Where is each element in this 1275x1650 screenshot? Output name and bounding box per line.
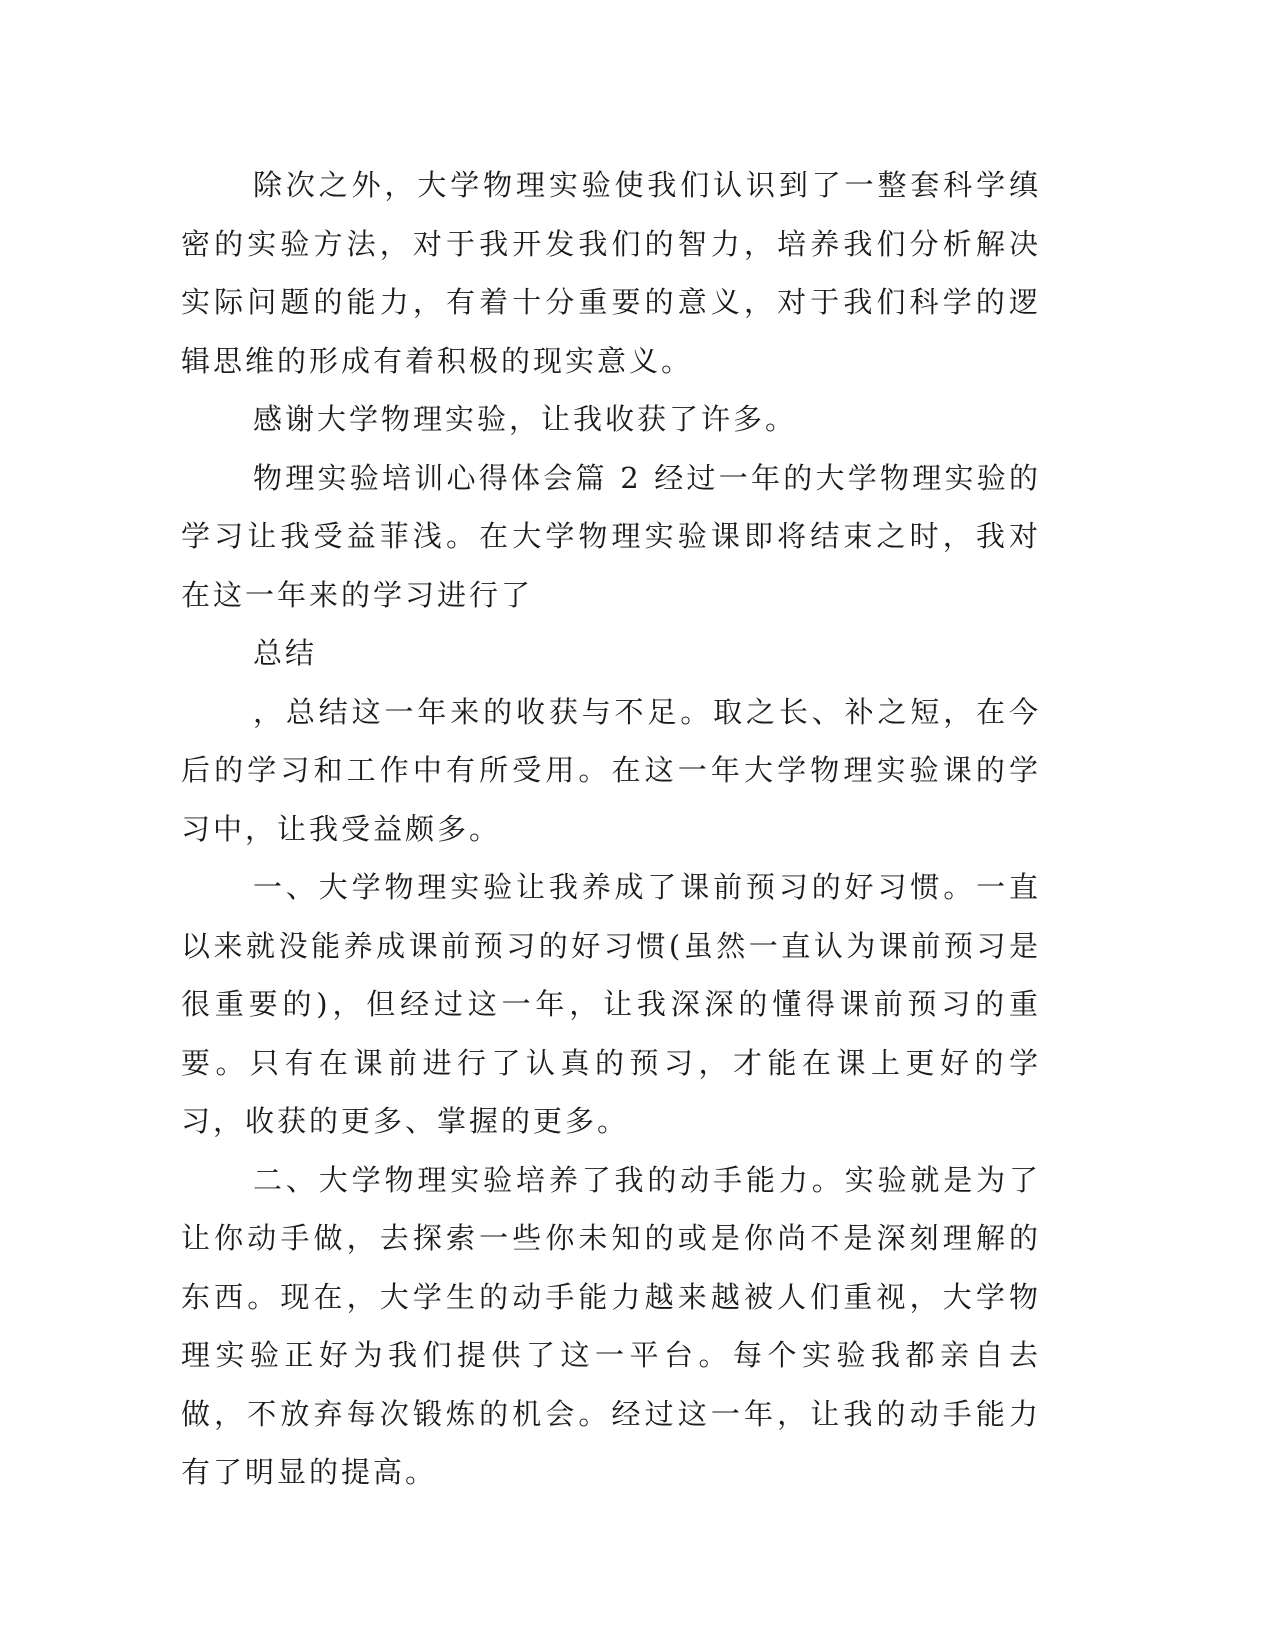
document-body [181,156,1041,1502]
paragraph-4: 总结 [253,636,318,670]
paragraph-3: 物理实验培训心得体会篇 2 经过一年的大学物理实验的学习让我受益菲浅。在大学物理实验课即将结束之时，我对在这一年来的学习进行了 [181,460,1041,612]
paragraph-7: 二、大学物理实验培养了我的动手能力。实验就是为了让你动手做，去探索一些你未知的或是你尚不是深刻理解的东西。现在，大学生的动手能力越来越被人们重视，大学物理实验正好为我们提供了这一平台。每个实验我都亲自去做，不放弃每次锻炼的机会。经过这一年，让我的动手能力有了明显的提高。 [181,1162,1041,1489]
paragraph-5: ，总结这一年来的收获与不足。取之长、补之短，在今后的学习和工作中有所受用。在这一年大学物理实验课的学习中，让我受益颇多。 [181,694,1041,846]
paragraph-6: 一、大学物理实验让我养成了课前预习的好习惯。一直以来就没能养成课前预习的好习惯(虽然一直认为课前预习是很重要的)，但经过这一年，让我深深的懂得课前预习的重要。只有在课前进行了认真的预习，才能在课上更好的学习，收获的更多、掌握的更多。 [181,870,1041,1138]
paragraph-1: 除次之外，大学物理实验使我们认识到了一整套科学缜密的实验方法，对于我开发我们的智力，培养我们分析解决实际问题的能力，有着十分重要的意义，对于我们科学的逻辑思维的形成有着积极的现实意义。 [181,168,1041,378]
paragraph-2: 感谢大学物理实验，让我收获了许多。 [253,402,798,436]
